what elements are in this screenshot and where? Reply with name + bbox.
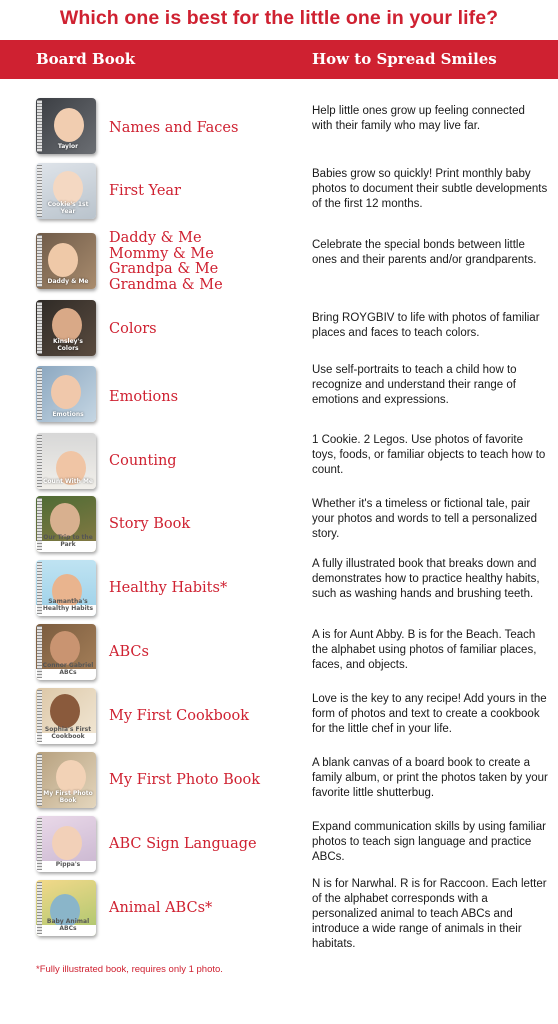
- cover-text: Samantha's Healthy Habits: [42, 598, 94, 612]
- cover-text: My First Photo Book: [43, 790, 93, 804]
- book-title: My First Cookbook: [109, 708, 250, 724]
- cover-text: Pippa's: [55, 861, 81, 868]
- cover-child-photo: [54, 108, 84, 142]
- book-description: A fully illustrated book that breaks down and demonstrates how to practice healthy habits, such as washing hands and brushing teeth.: [312, 558, 540, 600]
- book-description: Help little ones grow up feeling connected with their family who may live far.: [312, 105, 525, 132]
- cover-text: Cookie's 1st Year: [47, 201, 89, 215]
- board-book-cover: [36, 433, 96, 489]
- book-title: Daddy & Me Mommy & Me Grandpa & Me Grandma & Me: [109, 230, 223, 293]
- book-description: A blank canvas of a board book to create a family album, or print the photos taken by your favorite little shutterbug.: [312, 757, 548, 799]
- cover-child-photo: [51, 375, 81, 409]
- book-title: My First Photo Book: [109, 772, 261, 788]
- board-book-cover: [36, 233, 96, 289]
- header-board-book: Board Book: [36, 50, 136, 68]
- cover-child-photo: [52, 826, 82, 860]
- board-book-cover: [36, 560, 96, 616]
- book-description: A is for Aunt Abby. B is for the Beach. Teach the alphabet using photos of familiar places, faces, and objects.: [312, 629, 537, 671]
- cover-text: Daddy & Me: [47, 278, 89, 285]
- cover-child-photo: [48, 243, 78, 277]
- book-title: Counting: [109, 453, 177, 469]
- board-book-cover: [36, 366, 96, 422]
- board-book-cover: [36, 98, 96, 154]
- book-description: 1 Cookie. 2 Legos. Use photos of favorite toys, foods, or familiar objects to teach how to count.: [312, 434, 546, 476]
- book-description: Celebrate the special bonds between little ones and their parents and/or grandparents.: [312, 239, 537, 266]
- header-spread-smiles: How to Spread Smiles: [312, 50, 497, 68]
- book-title: Emotions: [109, 389, 179, 405]
- cover-text: Emotions: [52, 411, 84, 418]
- board-book-cover: [36, 880, 96, 936]
- cover-text: Sophia's First Cookbook: [44, 726, 92, 740]
- board-book-cover: [36, 816, 96, 872]
- cover-child-photo: [50, 503, 80, 537]
- cover-child-photo: [52, 308, 82, 342]
- book-title: ABC Sign Language: [109, 836, 257, 852]
- cover-child-photo: [50, 694, 80, 728]
- cover-child-photo: [50, 631, 80, 665]
- board-book-cover: [36, 163, 96, 219]
- book-title: Names and Faces: [109, 120, 239, 136]
- book-title: Healthy Habits*: [109, 580, 228, 596]
- book-title: Story Book: [109, 516, 191, 532]
- book-description: Babies grow so quickly! Print monthly baby photos to document their subtle developments of the first 12 months.: [312, 168, 548, 210]
- cover-text: Connor Gabriel ABCs: [42, 662, 94, 676]
- cover-child-photo: [53, 171, 83, 205]
- board-book-cover: [36, 752, 96, 808]
- book-title: First Year: [109, 183, 181, 199]
- cover-text: Our Trip to the Park: [43, 534, 93, 548]
- cover-child-photo: [56, 760, 86, 794]
- book-description: Love is the key to any recipe! Add yours in the form of photos and text to create a cookbook for the little chef in your life.: [312, 693, 547, 735]
- board-book-cover: [36, 688, 96, 744]
- page-title: Which one is best for the little one in your life?: [59, 7, 499, 29]
- book-description: Use self-portraits to teach a child how to recognize and understand their range of emotions and expressions.: [312, 364, 517, 406]
- board-book-cover: [36, 496, 96, 552]
- board-book-cover: [36, 624, 96, 680]
- book-description: Whether it's a timeless or fictional tale, pair your photos and words to tell a personalized story.: [312, 498, 538, 540]
- book-title: Animal ABCs*: [109, 900, 213, 916]
- board-book-cover: [36, 300, 96, 356]
- cover-text: Kinsley's Colors: [53, 338, 83, 352]
- book-description: N is for Narwhal. R is for Raccoon. Each letter of the alphabet corresponds with a personalized animal to teach ABCs and introduce a wide range of animals in their habitats.: [312, 878, 547, 950]
- footnote: *Fully illustrated book, requires only 1 photo.: [36, 964, 223, 975]
- cover-text: Count With Me: [43, 478, 93, 485]
- book-description: Bring ROYGBIV to life with photos of familiar places and faces to teach colors.: [312, 312, 540, 339]
- book-title: ABCs: [109, 644, 149, 660]
- book-title: Colors: [109, 321, 157, 337]
- book-description: Expand communication skills by using familiar photos to teach sign language and practice ABCs.: [312, 821, 546, 863]
- cover-text: Taylor: [57, 143, 79, 150]
- cover-text: Baby Animal ABCs: [46, 918, 90, 932]
